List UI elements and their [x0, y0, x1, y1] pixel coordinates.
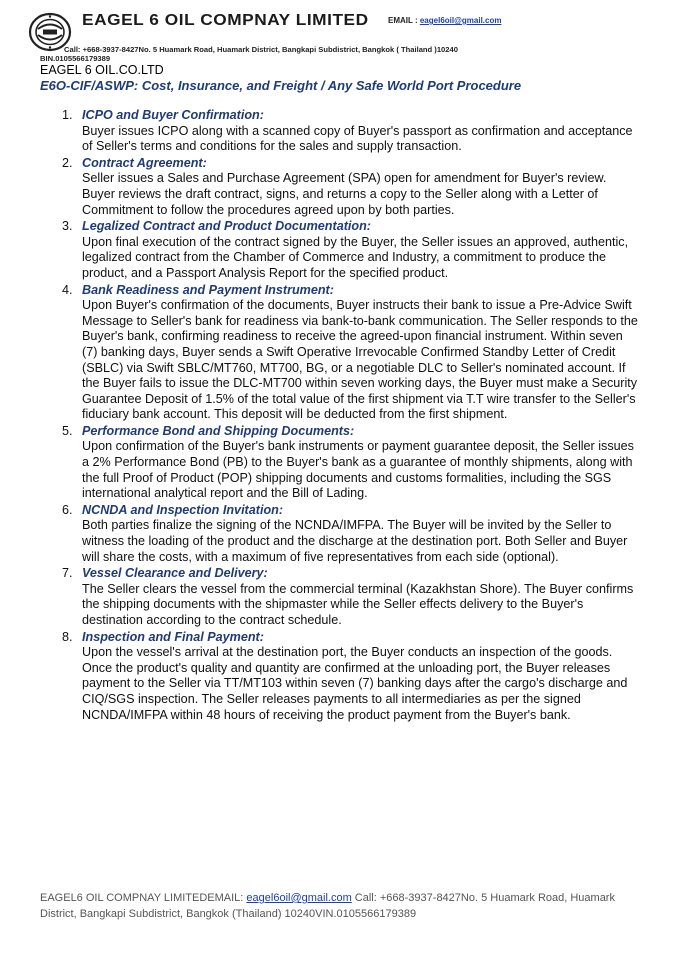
- footer-company-label: EAGEL6 OIL COMPNAY LIMITEDEMAIL:: [40, 892, 247, 904]
- step-number: 7.: [62, 566, 73, 581]
- procedure-step: [0, 424, 679, 502]
- step-body: The Seller clears the vessel from the commercial terminal (Kazakhstan Shore). The Buyer confirms the shipping documents with the shipmaster while the Seller effects delivery to the Buyer's destination according to the contract schedule.: [82, 581, 634, 627]
- procedure-step: [0, 108, 679, 155]
- letterhead-bin: BIN.0105566179389: [40, 54, 111, 63]
- letterhead-email: [388, 16, 501, 25]
- procedure-step: [0, 156, 679, 218]
- procedure-step: [0, 283, 679, 423]
- step-title: Vessel Clearance and Delivery:: [82, 566, 268, 581]
- step-title: NCNDA and Inspection Invitation:: [82, 502, 284, 517]
- procedure-step: [0, 503, 679, 565]
- company-name: EAGEL 6 OIL COMPNAY LIMITED: [82, 12, 369, 29]
- step-body: Upon the vessel's arrival at the destination port, the Buyer conducts an inspection of the goods. Once the product's quality and quantity are confirmed at the unloading port, the Buyer releases payment to the Seller via TT/MT103 within seven (7) banking days after the cargo's discharge and CIQ/SGS inspection. The Seller releases payments to all intermediaries as per the signed NCNDA/IMFPA within 48 hours of receiving the product payment from the Buyer's bank.: [82, 645, 628, 722]
- step-body: Seller issues a Sales and Purchase Agreement (SPA) open for amendment for Buyer's review. Buyer reviews the draft contract, signs, and returns a copy to the Seller along with a Letter of Commitment to follow the procedures agreed upon by both parties.: [82, 171, 607, 217]
- step-number: 3.: [62, 219, 73, 234]
- document-title: E6O-CIF/ASWP: Cost, Insurance, and Freight / Any Safe World Port Procedure: [40, 78, 522, 93]
- letterhead-email-link[interactable]: eagel6oil@gmail.com: [419, 16, 502, 25]
- step-number: 5.: [62, 423, 73, 438]
- page-footer: [40, 891, 650, 922]
- letterhead-email-label: EMAIL :: [388, 16, 420, 25]
- step-title: Contract Agreement:: [82, 155, 207, 170]
- footer-contact-details: Call: +668-3937-8427No. 5 Huamark Road, Huamark District, Bangkapi Subdistrict, Bangkok (Thailand) 10240VIN.0105566179389: [40, 892, 615, 920]
- company-short-name: EAGEL 6 OIL.CO.LTD: [40, 63, 164, 77]
- step-body: Both parties finalize the signing of the NCNDA/IMFPA. The Buyer will be invited by the Seller to witness the loading of the product and the discharge at the destination port. Both Seller and Buyer will share the costs, with a maximum of five representatives from each side (optional).: [82, 518, 628, 564]
- procedure-step: [0, 219, 679, 281]
- procedure-step: [0, 566, 679, 628]
- step-body: Buyer issues ICPO along with a scanned copy of Buyer's passport as confirmation and acceptance of Seller's terms and conditions for the sales and supply transaction.: [82, 123, 633, 154]
- footer-email-link[interactable]: eagel6oil@gmail.com: [246, 892, 352, 904]
- step-title: Performance Bond and Shipping Documents:: [82, 423, 355, 438]
- step-number: 4.: [62, 282, 73, 297]
- step-number: 2.: [62, 155, 73, 170]
- procedure-step: [0, 630, 679, 724]
- step-body: Upon confirmation of the Buyer's bank instruments or payment guarantee deposit, the Seller issues a 2% Performance Bond (PB) to the Buyer's bank as a guarantee of monthly shipments, along with the full Proof of Product (POP) shipping documents and customs formalities, including the SGS international analytical report and the Bill of Lading.: [82, 439, 634, 501]
- step-title: ICPO and Buyer Confirmation:: [82, 108, 264, 122]
- step-number: 1.: [62, 108, 73, 122]
- step-number: 8.: [62, 629, 73, 644]
- step-title: Bank Readiness and Payment Instrument:: [82, 282, 334, 297]
- letterhead-contact-line: Call: +668-3937-8427No. 5 Huamark Road, Huamark District, Bangkapi Subdistrict, Bangkok ( Thailand )10240: [64, 45, 458, 54]
- step-number: 6.: [62, 502, 73, 517]
- step-body: Upon Buyer's confirmation of the documents, Buyer instructs their bank to issue a Pre-Advice Swift Message to Seller's bank for readiness via bank-to-bank communication. The Seller responds to the Buyer's bank, confirming readiness to receive the agreed-upon financial instrument. Within seven (7) banking days, Buyer sends a Swift Operative Irrevocable Confirmed Standby Letter of Credit (SBLC) via Swift SBLC/MT760, MT700, BG, or a negotiable DLC to Seller's nominated account. If the Buyer fails to issue the DLC-MT700 within seven working days, the Buyer must make a Security Guarantee Deposit of 1.5% of the total value of the first shipment via T.T wire transfer to the Seller's fiduciary bank account. This deposit will be deducted from the first shipment.: [82, 298, 638, 422]
- step-title: Inspection and Final Payment:: [82, 629, 264, 644]
- procedure-steps: [0, 108, 679, 724]
- letterhead: [28, 12, 668, 62]
- step-body: Upon final execution of the contract signed by the Buyer, the Seller issues an approved, authentic, legalized contract from the Chamber of Commerce and Industry, a commitment to produce the product, and a Passport Analysis Report for the specified product.: [82, 234, 629, 280]
- step-title: Legalized Contract and Product Documentation:: [82, 219, 371, 234]
